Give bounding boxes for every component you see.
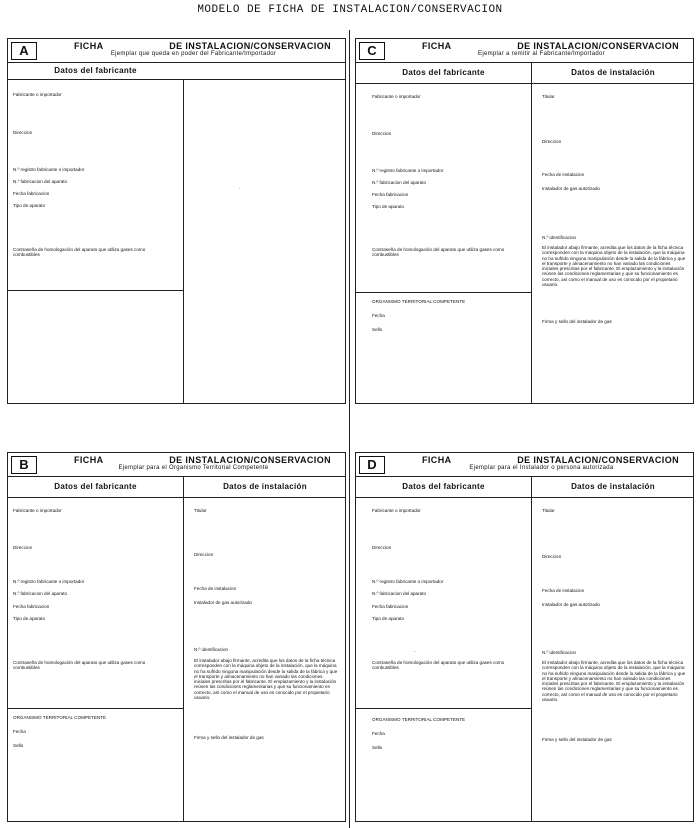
field-instalador: Instalador de gas autorizado	[194, 600, 252, 605]
heading-rule	[8, 497, 345, 498]
field-fabricante: Fabricante o importador	[372, 508, 421, 513]
field-tipo-aparato: Tipo de aparato	[13, 203, 46, 208]
organismo-label: ORGANISMO TERRITORIAL COMPETENTE	[13, 715, 107, 720]
column-separator	[531, 62, 532, 404]
center-divider	[349, 30, 350, 828]
field-direccion: Direccion	[372, 131, 392, 136]
heading-rule	[356, 83, 693, 84]
header-rule	[8, 62, 345, 63]
field-direccion: Direccion	[13, 545, 33, 550]
field-contrasena: Contraseña de homologación del aparato que utiliza gases como combustibles	[372, 247, 505, 258]
right-column-heading: Datos de instalación	[223, 482, 307, 491]
ficha-title-rest: DE INSTALACION/CONSERVACION	[517, 455, 679, 465]
column-separator	[183, 476, 184, 822]
right-column-heading: Datos de instalación	[571, 482, 655, 491]
field-instalador: Instalador de gas autorizado	[542, 602, 600, 607]
field-direccion: Direccion	[372, 545, 392, 550]
field-fecha-fabricacion: Fecha fabricacion	[372, 604, 409, 609]
field-titular: Titular	[542, 508, 555, 513]
declaration-text: El instalador abajo firmante, acredita que los datos de la ficha técnica corresponden con la máquina objeto de la instalación, que la máquina no ha sufrido ninguna manipulación desde la salida de la fábrica y que el transporte y almacenamiento no han variado las condiciones iniciales prescritas por el fabricante. El emplazamiento y la instalación reúnen las condiciones reglamentarias y que su funcionamiento es correcto, así como el manual de uso es conocido por el propietario usuario.	[542, 245, 686, 288]
left-column-heading: Datos del fabricante	[402, 68, 485, 77]
field-titular: Titular	[194, 508, 207, 513]
page-title: MODELO DE FICHA DE INSTALACION/CONSERVACION	[197, 4, 503, 16]
ficha-title-word: FICHA	[74, 455, 104, 465]
field-identificacion: N.º identificacion	[194, 647, 229, 652]
ficha-subtitle: Ejemplar a remitir al Fabricante/Importador	[478, 51, 605, 57]
field-contrasena: Contraseña de homologación del aparato que utiliza gases como combustibles	[13, 247, 146, 258]
field-fabricacion: N.º fabricacion del aparato	[13, 179, 68, 184]
field-contrasena: Contraseña de homologación del aparato que utiliza gases como combustibles	[372, 660, 505, 671]
organismo-fecha: Fecha	[372, 313, 385, 318]
ficha-card-a	[7, 38, 346, 404]
signature-label: Firma y sello del instalador de gas	[542, 737, 612, 742]
column-separator	[183, 79, 184, 404]
ficha-card-d	[355, 452, 694, 822]
organismo-sello: Sello	[372, 745, 383, 750]
organismo-fecha: Fecha	[13, 729, 26, 734]
field-tipo-aparato: Tipo de aparato	[13, 616, 46, 621]
field-direccion: Direccion	[13, 130, 33, 135]
header-rule	[8, 476, 345, 477]
ficha-title-rest: DE INSTALACION/CONSERVACION	[517, 41, 679, 51]
right-column-heading: Datos de instalación	[571, 68, 655, 77]
field-fecha-fabricacion: Fecha fabricacion	[13, 191, 50, 196]
field-fecha-instalacion: Fecha de instalacion	[542, 172, 585, 177]
ficha-title-rest: DE INSTALACION/CONSERVACION	[169, 41, 331, 51]
ficha-subtitle: Ejemplar para el Organismo Territorial Competente	[118, 465, 269, 471]
organismo-sello: Sello	[372, 327, 383, 332]
field-fabricacion: N.º fabricacion del aparato	[13, 591, 68, 596]
card-letter: C	[359, 42, 385, 60]
field-fabricante: Fabricante o importador	[13, 508, 62, 513]
header-rule	[356, 476, 693, 477]
header-rule	[356, 62, 693, 63]
field-instalador: Instalador de gas autorizado	[542, 186, 600, 191]
organismo-sello: Sello	[13, 743, 24, 748]
field-fabricacion: N.º fabricacion del aparato	[372, 180, 427, 185]
column-separator	[531, 476, 532, 822]
card-letter: D	[359, 456, 385, 474]
field-registro: N.º registro fabricante o importador	[13, 167, 85, 172]
signature-label: Firma y sello del instalador de gas	[542, 319, 612, 324]
field-fabricante: Fabricante o importador	[13, 92, 62, 97]
field-fecha-instalacion: Fecha de instalacion	[542, 588, 585, 593]
ficha-subtitle: Ejemplar para el Instalador o persona autorizada	[469, 465, 614, 471]
left-bottom-rule	[356, 708, 531, 709]
declaration-text: El instalador abajo firmante, acredita que los datos de la ficha técnica corresponden con la máquina objeto de la instalación, que la máquina no ha sufrido ninguna manipulación desde la salida de la fábrica y que el transporte y almacenamiento no han variado las condiciones iniciales prescritas por el fabricante. El emplazamiento y la instalación reúnen las condiciones reglamentarias y que su funcionamiento es correcto, así como el manual de uso es conocido por el propietario usuario.	[194, 658, 338, 701]
ficha-subtitle: Ejemplar que queda en poder del Fabricante/Importador	[110, 51, 277, 57]
ficha-title-word: FICHA	[74, 41, 104, 51]
left-column-heading: Datos del fabricante	[54, 482, 137, 491]
left-bottom-rule	[356, 292, 531, 293]
ficha-card-b	[7, 452, 346, 822]
field-fecha-fabricacion: Fecha fabricacion	[13, 604, 50, 609]
ficha-title-rest: DE INSTALACION/CONSERVACION	[169, 455, 331, 465]
field-fecha-instalacion: Fecha de instalacion	[194, 586, 237, 591]
ficha-title-word: FICHA	[422, 455, 452, 465]
field-direccion-instalacion: Direccion	[194, 552, 214, 557]
heading-rule	[356, 497, 693, 498]
field-identificacion: N.º identificacion	[542, 650, 577, 655]
ficha-title-word: FICHA	[422, 41, 452, 51]
field-registro: N.º registro fabricante o importador	[13, 579, 85, 584]
stray-mark: ·	[414, 649, 416, 655]
stray-mark: ·	[239, 186, 241, 192]
field-tipo-aparato: Tipo de aparato	[372, 616, 405, 621]
field-titular: Titular	[542, 94, 555, 99]
field-direccion-instalacion: Direccion	[542, 139, 562, 144]
field-direccion-instalacion: Direccion	[542, 554, 562, 559]
heading-rule	[8, 79, 345, 80]
field-contrasena: Contraseña de homologación del aparato que utiliza gases como combustibles	[13, 660, 146, 671]
field-fabricacion: N.º fabricacion del aparato	[372, 591, 427, 596]
organismo-label: ORGANISMO TERRITORIAL COMPETENTE	[372, 717, 466, 722]
ficha-card-c	[355, 38, 694, 404]
field-identificacion: N.º identificacion	[542, 235, 577, 240]
card-letter: A	[11, 42, 37, 60]
field-tipo-aparato: Tipo de aparato	[372, 204, 405, 209]
left-bottom-rule	[8, 290, 183, 291]
field-fecha-fabricacion: Fecha fabricacion	[372, 192, 409, 197]
field-registro: N.º registro fabricante o importador	[372, 168, 444, 173]
signature-label: Firma y sello del instalador de gas	[194, 735, 264, 740]
field-registro: N.º registro fabricante o importador	[372, 579, 444, 584]
card-letter: B	[11, 456, 37, 474]
declaration-text: El instalador abajo firmante, acredita que los datos de la ficha técnica corresponden con la máquina objeto de la instalación, que la máquina no ha sufrido ninguna manipulación desde la salida de la fábrica y que el transporte y almacenamiento no han variado las condiciones iniciales prescritas por el fabricante. El emplazamiento y la instalación reúnen las condiciones reglamentarias y que su funcionamiento es correcto, así como el manual de uso es conocido por el propietario usuario.	[542, 660, 686, 703]
organismo-label: ORGANISMO TERRITORIAL COMPETENTE	[372, 299, 466, 304]
left-column-heading: Datos del fabricante	[54, 66, 137, 75]
left-bottom-rule	[8, 708, 183, 709]
left-column-heading: Datos del fabricante	[402, 482, 485, 491]
organismo-fecha: Fecha	[372, 731, 385, 736]
field-fabricante: Fabricante o importador	[372, 94, 421, 99]
